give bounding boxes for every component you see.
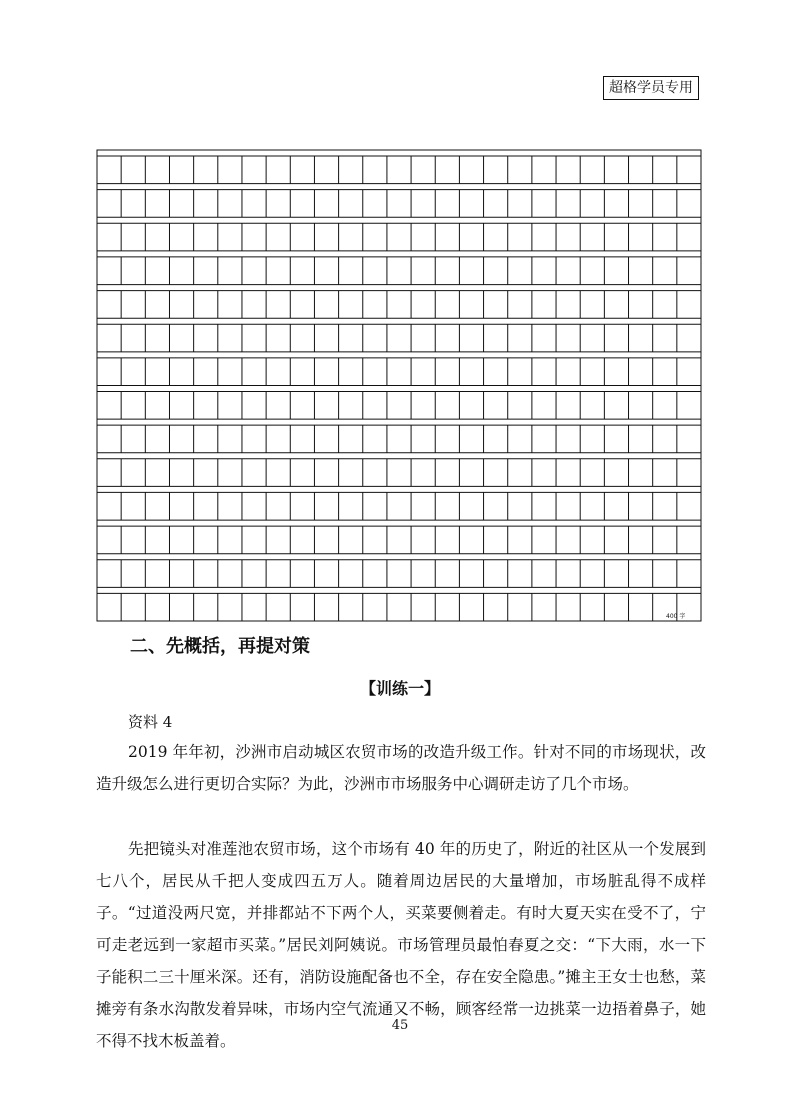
page-number: 45 <box>391 1018 409 1033</box>
material-paragraph-1: 2019 年年初，沙洲市启动城区农贸市场的改造升级工作。针对不同的市场现状，改造升级怎么进行更切合实际？为此，沙洲市市场服务中心调研走访了几个市场。 <box>96 743 706 793</box>
section-heading: 二、先概括，再提对策 <box>130 636 310 657</box>
word-count-marker: 400 字 <box>666 613 686 620</box>
material-label: 资料 4 <box>128 713 173 731</box>
exclusive-badge: 超格学员专用 <box>603 76 699 100</box>
material-paragraph-2: 先把镜头对准莲池农贸市场，这个市场有 40 年的历史了，附近的社区从一个发展到七八个，居民从千把人变成四五万人。随着周边居民的大量增加，市场脏乱得不成样子。“过道没两尺宽，并排都站不下两个人，买菜要侧着走。有时大夏天实在受不了，宁可走老远到一家超市买菜。”居民刘阿姨说。市场管理员最怕春夏之交：“下大雨，水一下子能积二三十厘米深。还有，消防设施配备也不全，存在安全隐患。”摊主王女士也愁，菜摊旁有条水沟散发着异味，市场内空气流通又不畅，顾客经常一边挑菜一边捂着鼻子，她不得不找木板盖着。 <box>96 840 706 1050</box>
training-title: 【训练一】 <box>359 679 440 698</box>
